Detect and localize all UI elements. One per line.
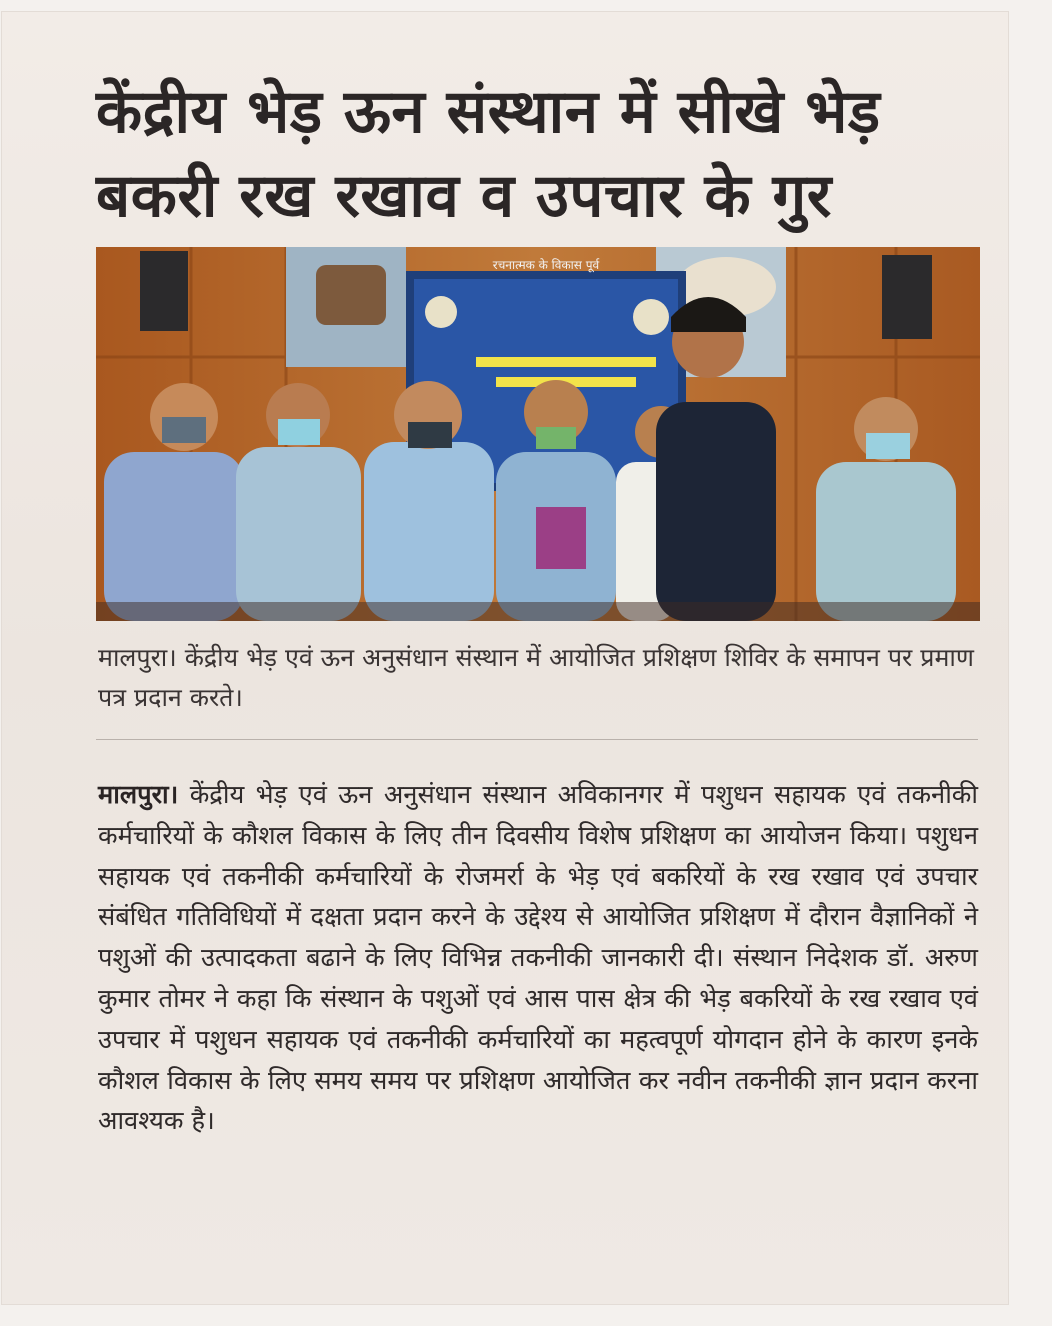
article-body xyxy=(98,775,978,1142)
photo-caption: मालपुरा। केंद्रीय भेड़ एवं ऊन अनुसंधान संस्थान में आयोजित प्रशिक्षण शिविर के समापन पर प्रमाण पत्र प्रदान करते। xyxy=(98,643,974,712)
photo-icon xyxy=(96,247,980,621)
article-text: केंद्रीय भेड़ एवं ऊन अनुसंधान संस्थान अविकानगर में पशुधन सहायक एवं तकनीकी कर्मचारियों के कौशल विकास के लिए तीन दिवसीय विशेष प्रशिक्षण का आयोजन किया। पशुधन सहायक एवं तकनीकी कर्मचारियों के रोजमर्रा के भेड़ एवं बकरियों के रख रखाव एवं उपचार संबंधित गतिविधियों में दक्षता प्रदान करने के उद्देश्य से आयोजित प्रशिक्षण में दौरान वैज्ञानिकों ने पशुओं की उत्पादकता बढाने के लिए विभिन्न तकनीकी जानकारी दी। संस्थान निदेशक डॉ. अरुण कुमार तोमर ने कहा कि संस्थान के पशुओं एवं आस पास क्षेत्र की भेड़ बकरियों के रख रखाव एवं उपचार में पशुधन सहायक एवं तकनीकी कर्मचारियों का महत्वपूर्ण योगदान होने के कारण इनके कौशल विकास के लिए समय समय पर प्रशिक्षण आयोजित कर नवीन तकनीकी ज्ञान प्रदान करना आवश्यक है। xyxy=(98,780,978,1137)
headline: केंद्रीय भेड़ ऊन संस्थान में सीखे भेड़ बकरी रख रखाव व उपचार के गुर xyxy=(96,77,881,231)
photo-top-sign: रचनात्मक के विकास पूर्व xyxy=(492,258,600,272)
news-photo xyxy=(96,247,980,621)
article-dateline: मालपुरा। xyxy=(98,780,179,810)
divider xyxy=(96,739,978,740)
